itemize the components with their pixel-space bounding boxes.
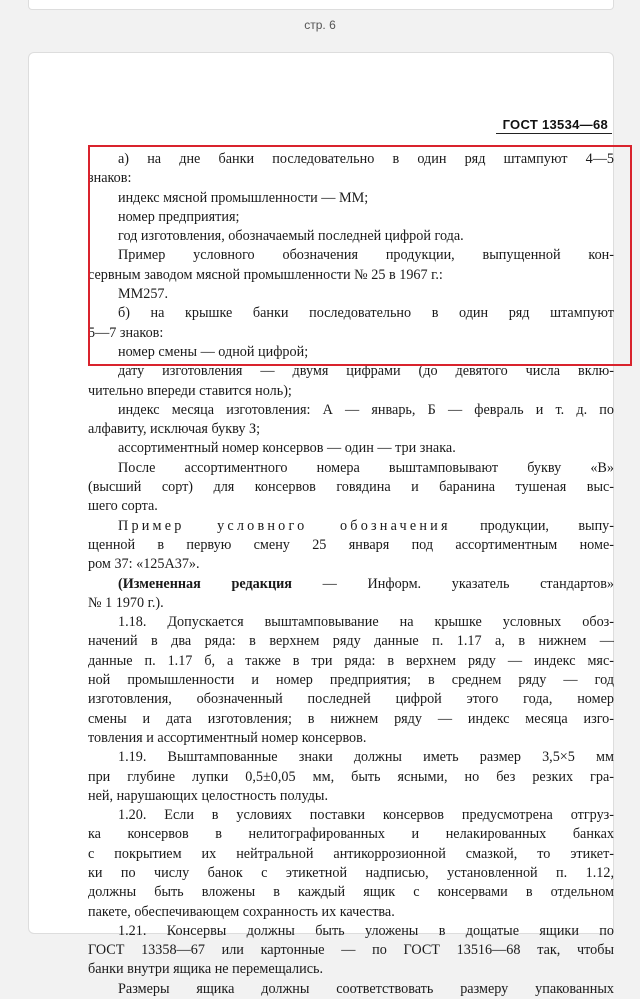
text-line: год изготовления, обозначаемый последней цифрой года. — [118, 228, 464, 245]
header-rule — [496, 133, 612, 134]
text-line: ней, нарушающих целостность полуды. — [88, 787, 328, 804]
text-line: банки внутри ящика не перемещались. — [88, 961, 324, 978]
text-line: шего сорта. — [88, 498, 158, 515]
text-line: ка консервов в нелитографированных и нелакированных банках — [88, 826, 614, 843]
highlight-box — [88, 145, 632, 366]
document-header: ГОСТ 13534—68 — [502, 117, 608, 132]
text-line: щенной в первую смену 25 января под ассортиментным номе- — [88, 536, 614, 553]
text-line: После ассортиментного номера выштамповывают букву «В» — [118, 459, 614, 476]
text-line: алфавиту, исключая букву З; — [88, 421, 261, 438]
text-line: № 1 1970 г.). — [88, 594, 164, 611]
text-line: 1.21. Консервы должны быть уложены в дощатые ящики по — [118, 922, 614, 939]
text-line: номер предприятия; — [118, 208, 240, 225]
text-line: знаков: — [88, 170, 132, 187]
text-line: б) на крышке банки последовательно в один ряд штампуют — [118, 305, 614, 322]
text-line: индекс месяца изготовления: А — январь, Б — февраль и т. д. по — [118, 401, 614, 418]
text-line: товления и ассортиментный номер консервов. — [88, 729, 367, 746]
text-line: при глубине лупки 0,5±0,05 мм, быть ясными, но без резких гра- — [88, 768, 614, 785]
text-line: ГОСТ 13358—67 или картонные — по ГОСТ 13516—68 так, чтобы — [88, 942, 614, 959]
text-line: дату изготовления — двумя цифрами (до девятого числа вклю- — [118, 363, 614, 380]
text-line: индекс мясной промышленности — ММ; — [118, 189, 369, 206]
text-line: Пример условного обозначения продукции, выпу- — [118, 517, 614, 534]
page-number-label: стр. 6 — [304, 18, 336, 32]
previous-page-edge — [28, 0, 614, 10]
text-line: пакете, обеспечивающем сохранность их качества. — [88, 903, 395, 920]
text-line: номер смены — одной цифрой; — [118, 343, 309, 360]
text-line: 1.18. Допускается выштамповывание на крышке условных обоз- — [118, 614, 614, 631]
text-line: ной промышленности и номер предприятия; в среднем ряду — год — [88, 672, 614, 689]
text-line: ки по числу банок с этикетной надписью, установленной п. 1.12, — [88, 864, 614, 881]
text-line: (высший сорт) для консервов говядина и баранина тушеная выс- — [88, 479, 614, 496]
text-line: 1.19. Выштампованные знаки должны иметь размер 3,5×5 мм — [118, 749, 614, 766]
text-line: изготовления, обозначенный последней цифрой этого года, номер — [88, 691, 614, 708]
text-line: должны быть вложены в каждый ящик с консервами в отдельном — [88, 884, 614, 901]
text-line: начений в два ряда: в верхнем ряду данные п. 1.17 а, в нижнем — — [88, 633, 614, 650]
text-line: Пример условного обозначения продукции, выпущенной кон- — [118, 247, 614, 264]
text-line: 1.20. Если в условиях поставки консервов предусмотрена отгруз- — [118, 807, 614, 824]
text-line: а) на дне банки последовательно в один ряд штампуют 4—5 — [118, 151, 614, 167]
text-line: чительно впереди ставится ноль); — [88, 382, 292, 399]
text-line: смены и дата изготовления; в нижнем ряду — индекс месяца изго- — [88, 710, 614, 727]
text-line: ММ257. — [118, 286, 169, 303]
text-line: данные п. 1.17 б, а также в три ряда: в верхнем ряду — индекс мяс- — [88, 652, 614, 669]
text-line: ассортиментный номер консервов — один — три знака. — [118, 440, 456, 457]
viewer-topbar — [0, 0, 640, 52]
text-line: сервным заводом мясной промышленности № 25 в 1967 г.: — [88, 266, 443, 283]
text-line: ром 37: «125А37». — [88, 556, 200, 573]
text-line: 5—7 знаков: — [88, 324, 164, 341]
text-line: (Измененная редакция — Информ. указатель стандартов» — [118, 575, 615, 592]
text-line: с покрытием их нейтральной антикоррозионной смазкой, то этикет- — [88, 845, 614, 862]
text-line: Размеры ящика должны соответствовать размеру упакованных — [118, 980, 614, 997]
